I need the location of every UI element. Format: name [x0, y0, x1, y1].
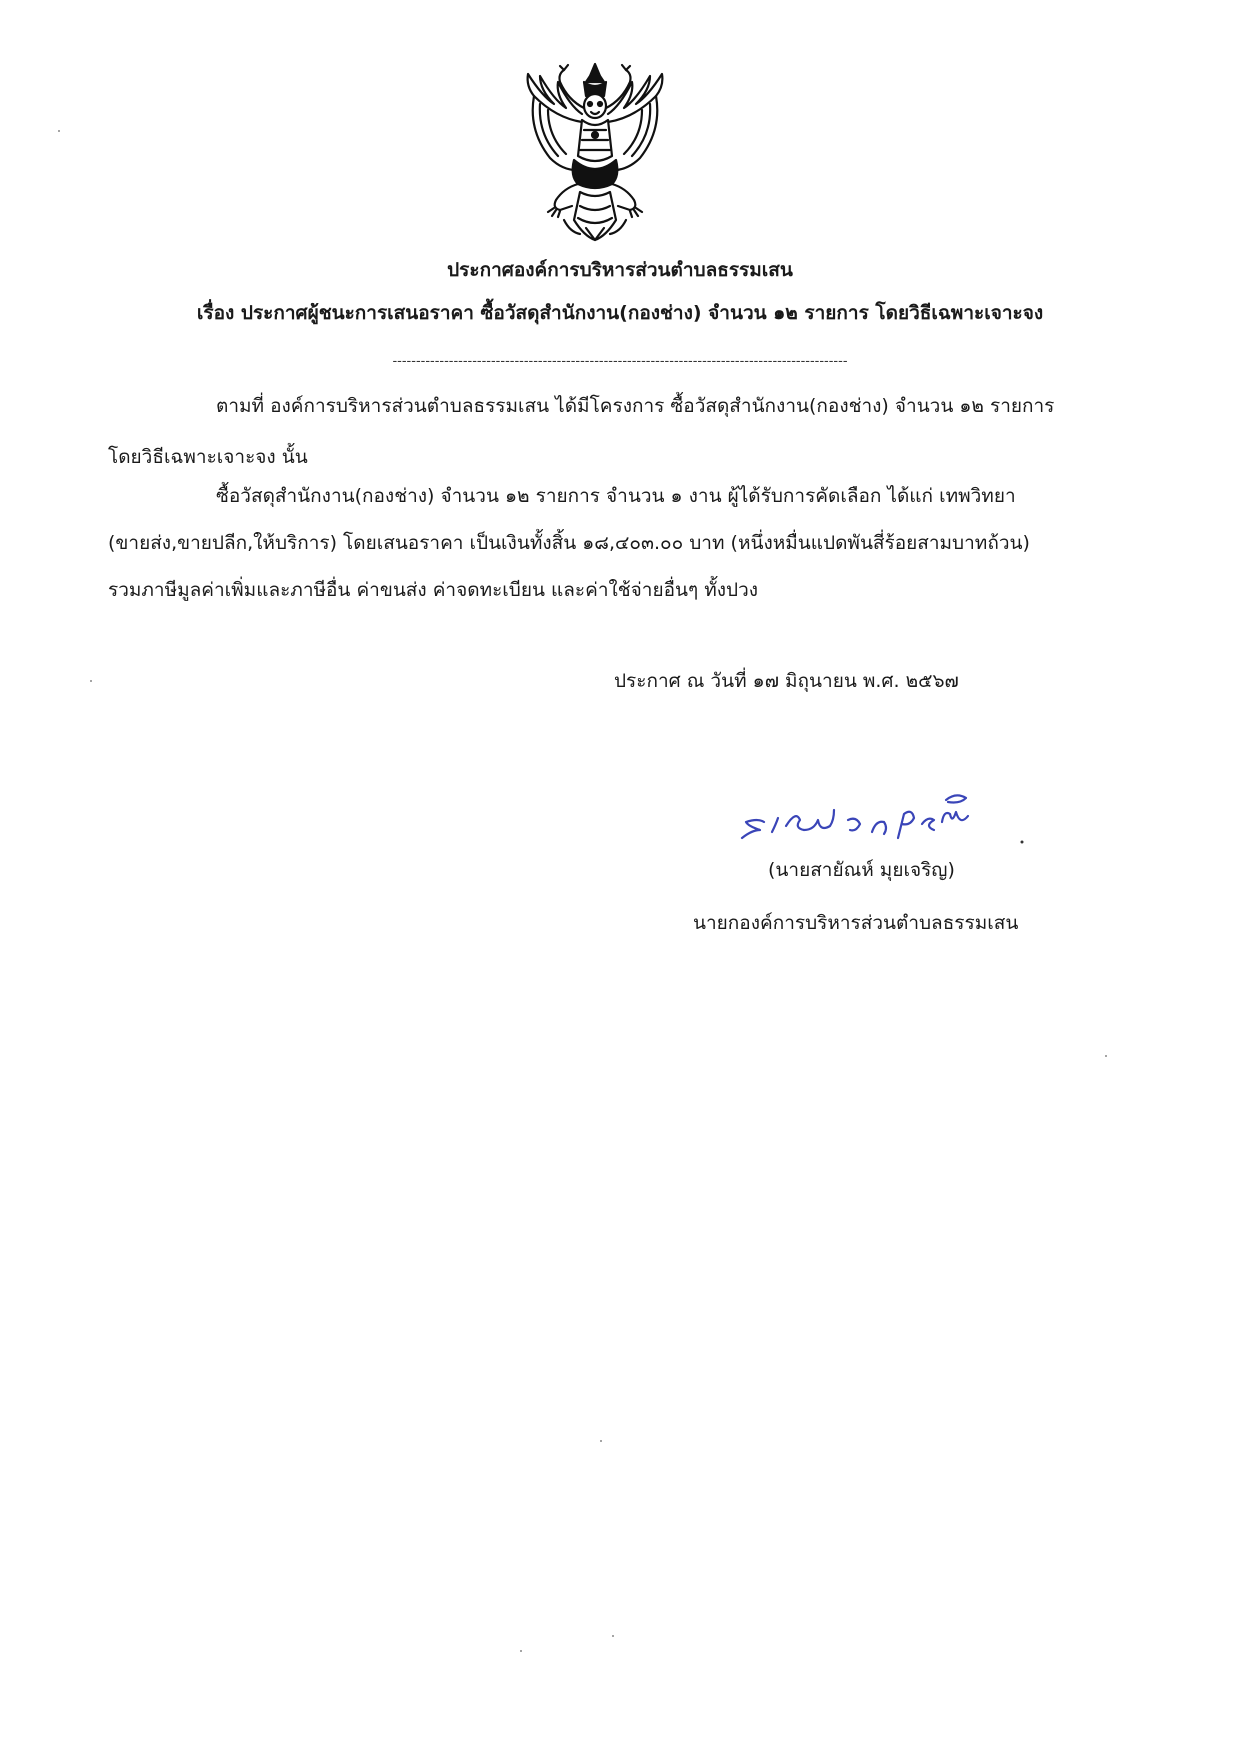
- paragraph-1-line-1: ตามที่ องค์การบริหารส่วนตำบลธรรมเสน ได้มีโครงการ ซื้อวัสดุสำนักงาน(กองช่าง) จำนวน ๑๒ รายการ: [216, 395, 1055, 417]
- signer-position: นายกองค์การบริหารส่วนตำบลธรรมเสน: [693, 912, 1019, 934]
- signer-name: (นายสายัณห์ มุยเจริญ): [768, 859, 955, 881]
- scan-speck: [58, 130, 60, 132]
- scan-speck: [612, 1635, 614, 1637]
- scan-speck: [520, 1650, 522, 1652]
- announcement-title: ประกาศองค์การบริหารส่วนตำบลธรรมเสน: [447, 259, 793, 281]
- paragraph-1-line-2: โดยวิธีเฉพาะเจาะจง นั้น: [108, 446, 308, 468]
- paragraph-2-line-1: ซื้อวัสดุสำนักงาน(กองช่าง) จำนวน ๑๒ รายการ จำนวน ๑ งาน ผู้ได้รับการคัดเลือก ได้แก่ เทพวิทยา: [216, 485, 1016, 507]
- scan-speck: [600, 1440, 602, 1442]
- title-divider: -------------------------------------------------------------------------------------------------: [392, 354, 848, 369]
- handwritten-signature: [738, 780, 1028, 850]
- scan-speck: [90, 680, 92, 682]
- announcement-subject: เรื่อง ประกาศผู้ชนะการเสนอราคา ซื้อวัสดุสำนักงาน(กองช่าง) จำนวน ๑๒ รายการ โดยวิธีเฉพาะเจาะจง: [196, 302, 1044, 324]
- paragraph-2-line-2: (ขายส่ง,ขายปลีก,ให้บริการ) โดยเสนอราคา เป็นเงินทั้งสิ้น ๑๘,๔๐๓.๐๐ บาท (หนึ่งหมื่นแปดพันสี่ร้อยสามบาทถ้วน): [108, 532, 1030, 554]
- paragraph-2-line-3: รวมภาษีมูลค่าเพิ่มและภาษีอื่น ค่าขนส่ง ค่าจดทะเบียน และค่าใช้จ่ายอื่นๆ ทั้งปวง: [108, 579, 759, 601]
- scan-speck: [1105, 1055, 1107, 1057]
- announcement-date: ประกาศ ณ วันที่ ๑๗ มิถุนายน พ.ศ. ๒๕๖๗: [614, 670, 959, 692]
- garuda-emblem-icon: [520, 60, 670, 245]
